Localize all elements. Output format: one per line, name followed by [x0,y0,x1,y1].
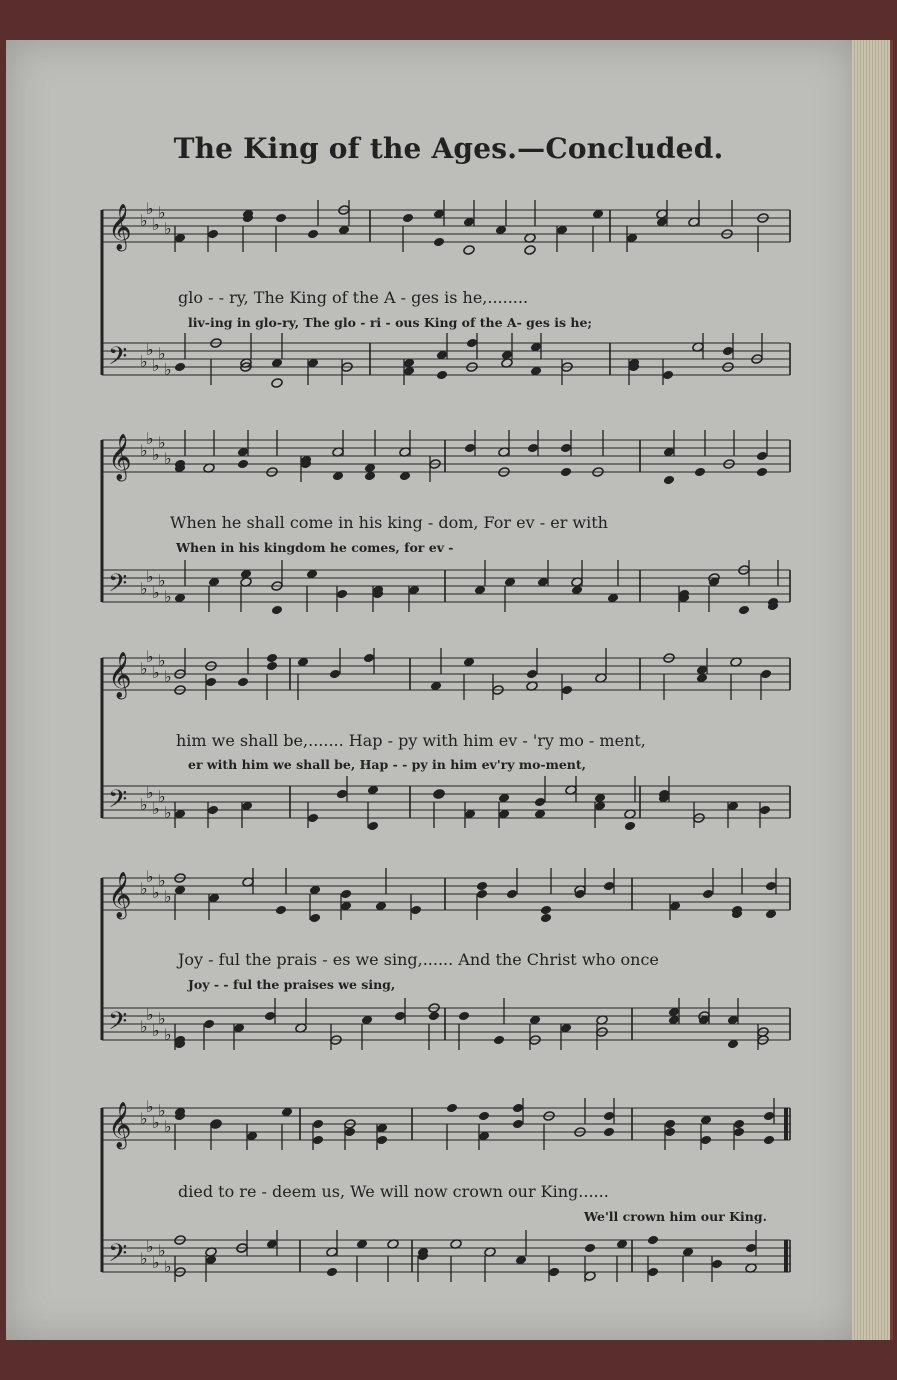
lyric-line-2: When he shall come in his king - dom, For ev - er with [170,513,608,532]
notehead [275,905,287,916]
notehead [336,789,348,800]
flat-sign: ♭ [164,887,172,906]
flat-sign: ♭ [152,445,160,464]
notehead [402,213,414,224]
notehead [207,229,219,240]
notehead [433,237,445,248]
notehead [760,669,772,680]
flat-sign: ♭ [158,787,166,806]
flat-sign: ♭ [152,1253,160,1272]
notehead [527,443,539,454]
notehead [363,653,375,664]
flat-sign: ♭ [140,795,148,814]
notehead [264,1011,276,1022]
notehead [336,589,348,600]
notehead [466,338,478,349]
notehead [700,1135,712,1146]
flat-sign: ♭ [164,667,172,686]
flat-sign: ♭ [158,1009,166,1028]
flat-sign: ♭ [158,871,166,890]
notehead [759,805,771,816]
flat-sign: ♭ [140,352,148,371]
flat-sign: ♭ [146,783,154,802]
bass-clef: 𝄢 [108,342,128,377]
notehead [765,881,777,892]
flat-sign: ♭ [152,583,160,602]
lyric-alt-line-1: liv-ing in glo-ry, The glo - ri - ous King of the A- ges is he; [188,315,593,330]
flat-sign: ♭ [164,1025,172,1044]
notehead [647,1267,659,1278]
flat-sign: ♭ [164,1117,172,1136]
lyric-alt-line-2: When in his kingdom he comes, for ev - [176,540,454,555]
notehead [560,443,572,454]
notehead [763,1111,775,1122]
flat-sign: ♭ [140,441,148,460]
flat-sign: ♭ [158,203,166,222]
flat-sign: ♭ [164,449,172,468]
lyric-alt-line-3: er with him we shall be, Hap - - py in him ev'ry mo-ment, [188,757,586,772]
flat-sign: ♭ [164,219,172,238]
flat-sign: ♭ [146,1005,154,1024]
notehead [662,370,674,381]
notehead [309,913,321,924]
notehead [307,229,319,240]
flat-sign: ♭ [146,567,154,586]
notehead [560,467,572,478]
notehead [376,1135,388,1146]
notehead [266,653,278,664]
notehead [237,459,249,470]
treble-clef: 𝄞 [108,434,132,480]
notehead [506,889,518,900]
flat-sign: ♭ [146,340,154,359]
notehead [663,475,675,486]
flat-sign: ♭ [164,587,172,606]
notehead [548,1267,560,1278]
flat-sign: ♭ [140,659,148,678]
notehead [478,1111,490,1122]
lyric-alt-line-4: Joy - - ful the praises we sing, [188,977,396,992]
notehead [464,443,476,454]
notehead [664,1127,676,1138]
notehead [205,677,217,688]
notehead [458,1011,470,1022]
notehead [207,805,219,816]
flat-sign: ♭ [140,879,148,898]
flat-sign: ♭ [140,579,148,598]
notehead [711,1259,723,1270]
notehead [394,1011,406,1022]
notehead [702,889,714,900]
notehead [410,905,422,916]
notehead [326,1267,338,1278]
treble-clef: 𝄞 [108,872,132,918]
notehead [237,677,249,688]
notehead [603,881,615,892]
notehead [428,1011,440,1022]
lyric-line-5: died to re - deem us, We will now crown our King...... [178,1182,609,1201]
flat-sign: ♭ [146,1237,154,1256]
lyric-line-1: glo - - ry, The King of the A - ges is he,........ [178,288,529,307]
treble-clef: 𝄞 [108,1102,132,1148]
treble-clef: 𝄞 [108,204,132,250]
notehead [275,213,287,224]
notehead [745,1243,757,1254]
flat-sign: ♭ [140,1249,148,1268]
flat-sign: ♭ [158,433,166,452]
notehead [493,1035,505,1046]
notehead [512,1103,524,1114]
notehead [312,1119,324,1130]
flat-sign: ♭ [140,1109,148,1128]
notehead [534,797,546,808]
notehead [603,1127,615,1138]
flat-sign: ♭ [146,1097,154,1116]
bass-clef: 𝄢 [108,785,128,820]
lyric-line-4: Joy - ful the prais - es we sing,...... And the Christ who once [178,950,659,969]
notehead [722,346,734,357]
notehead [603,1111,615,1122]
flat-sign: ♭ [152,883,160,902]
notehead [647,1235,659,1246]
notehead [340,889,352,900]
flat-sign: ♭ [146,867,154,886]
flat-sign: ♭ [164,360,172,379]
flat-sign: ♭ [146,199,154,218]
notehead [367,821,379,832]
notehead [738,605,750,616]
notehead [584,1243,596,1254]
flat-sign: ♭ [152,356,160,375]
notehead [624,821,636,832]
notehead [763,1135,775,1146]
page-title: The King of the Ages.—Concluded. [173,132,724,165]
flat-sign: ♭ [146,647,154,666]
notehead [329,669,341,680]
notehead [526,669,538,680]
flat-sign: ♭ [158,1101,166,1120]
notehead [540,913,552,924]
flat-sign: ♭ [152,1021,160,1040]
notehead [540,905,552,916]
notehead [436,370,448,381]
notehead [524,245,536,256]
notehead [733,1119,745,1130]
notehead [733,1127,745,1138]
notehead [664,1119,676,1130]
flat-sign: ♭ [158,571,166,590]
notehead [307,813,319,824]
notehead [476,889,488,900]
bass-clef: 𝄢 [108,1239,128,1274]
flat-sign: ♭ [140,211,148,230]
notehead [203,1019,215,1030]
flat-sign: ♭ [152,215,160,234]
treble-clef: 𝄞 [108,652,132,698]
notehead [512,1119,524,1130]
notehead [271,378,283,389]
bass-clef: 𝄢 [108,1007,128,1042]
lyric-alt-line-5: We'll crown him our King. [584,1209,767,1224]
flat-sign: ♭ [164,1257,172,1276]
notehead [312,1135,324,1146]
lyric-line-3: him we shall be,....... Hap - py with him ev - 'ry mo - ment, [176,731,646,750]
flat-sign: ♭ [158,344,166,363]
flat-sign: ♭ [158,1241,166,1260]
notehead [756,467,768,478]
notehead [476,881,488,892]
flat-sign: ♭ [152,663,160,682]
notehead [694,467,706,478]
flat-sign: ♭ [152,1113,160,1132]
notehead [463,245,475,256]
notehead [266,661,278,672]
flat-sign: ♭ [164,803,172,822]
notehead [446,1103,458,1114]
notehead [271,605,283,616]
flat-sign: ♭ [152,799,160,818]
notehead [174,362,186,373]
notehead [561,685,573,696]
bass-clef: 𝄢 [108,569,128,604]
notehead [756,451,768,462]
flat-sign: ♭ [146,429,154,448]
flat-sign: ♭ [140,1017,148,1036]
flat-sign: ♭ [158,651,166,670]
